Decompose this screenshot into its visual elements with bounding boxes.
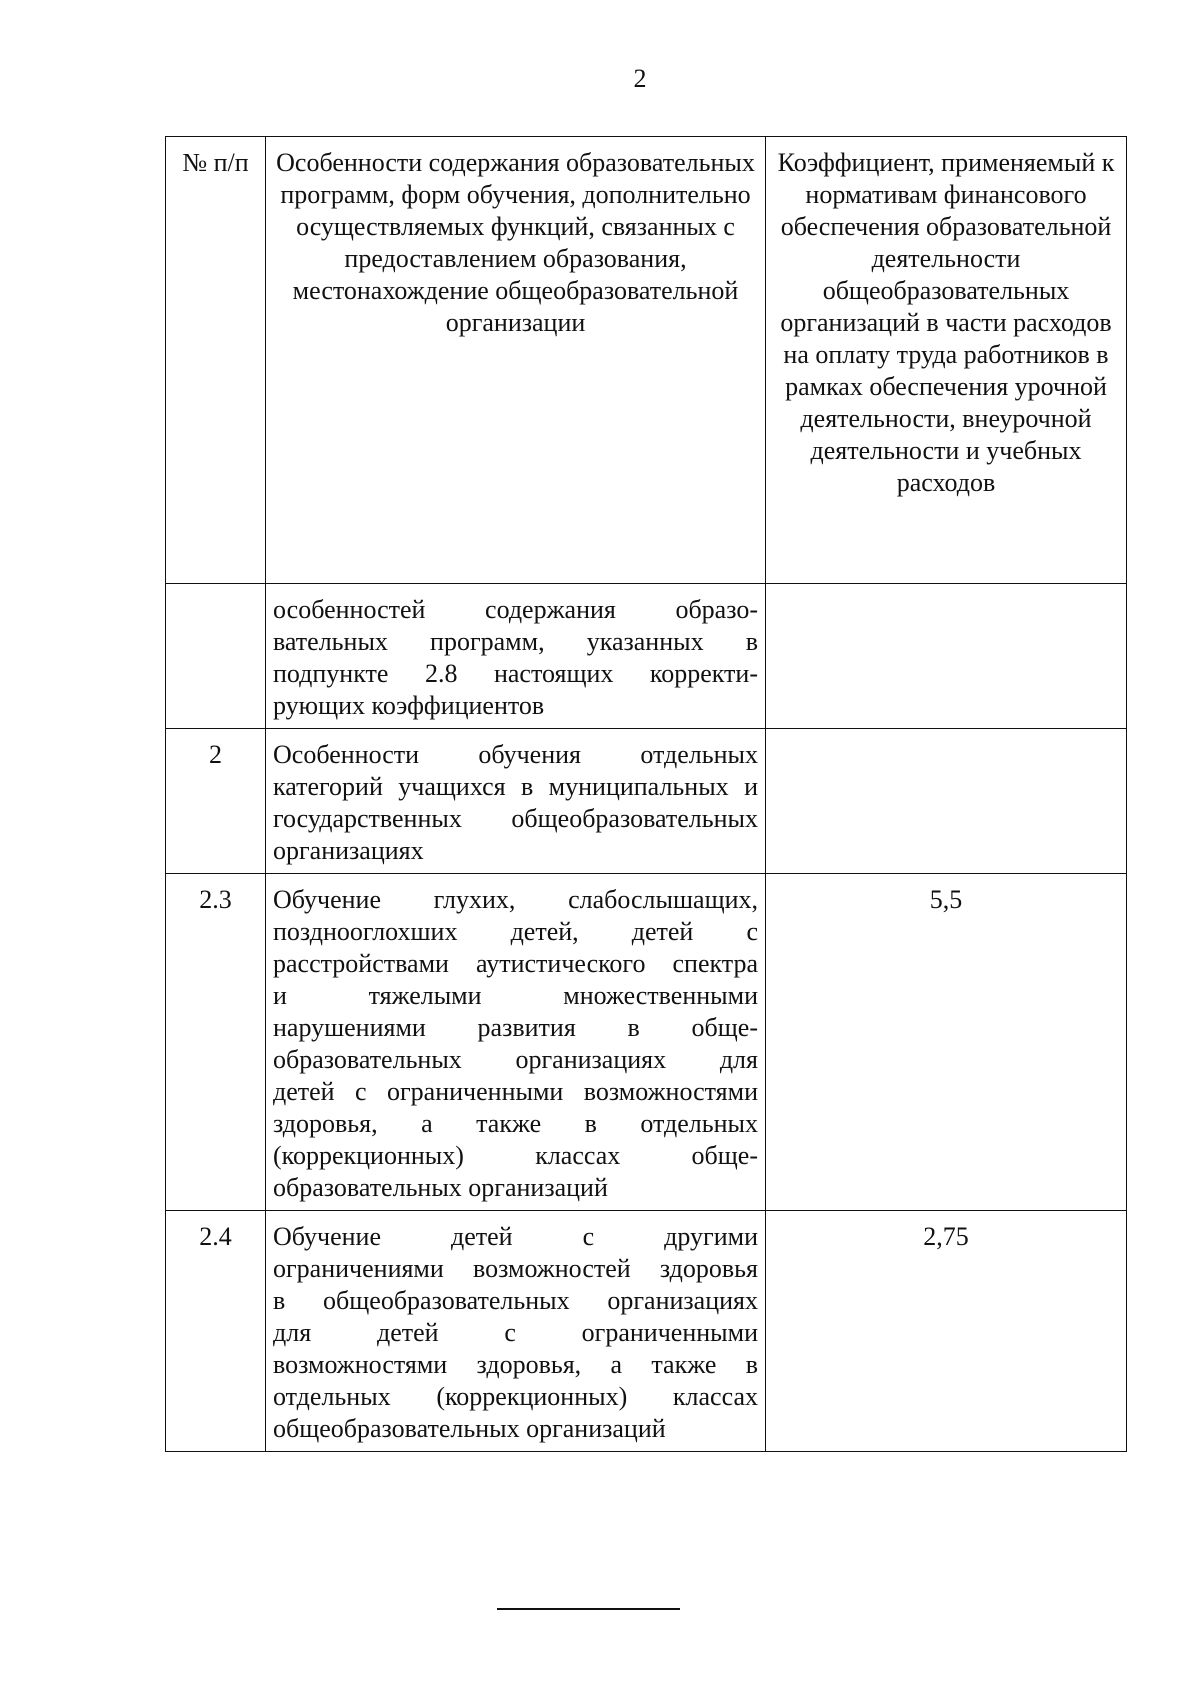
footer-rule <box>497 1608 680 1610</box>
description-line: и тяжелыми множественными <box>273 981 758 1010</box>
description-line: расстройствами аутистического спектра <box>273 949 758 978</box>
header-coefficient-cell: Коэффициент, применяемый к нормативам финансового обеспечения образовательной деятельности общеобразовательных организаций в части расходов на оплату труда работников в рамках обеспечения урочной деятельности, внеурочной деятельности и учебных расходов <box>766 137 1127 584</box>
row-number-cell <box>166 584 266 729</box>
description-line: вательных программ, указанных в <box>273 627 758 656</box>
page-number: 2 <box>633 64 647 93</box>
row-description-cell <box>266 1211 766 1452</box>
row-number-cell: 2.4 <box>166 1211 266 1452</box>
description-line: отдельных (коррекционных) классах <box>273 1382 758 1411</box>
row-coefficient-cell <box>766 584 1127 729</box>
row-coefficient-cell: 5,5 <box>766 874 1127 1211</box>
description-line: Особенности обучения отдельных <box>273 740 758 769</box>
description-line: организациях <box>273 836 424 865</box>
description-line: ограничениями возможностей здоровья <box>273 1254 758 1283</box>
description-line: здоровья, а также в отдельных <box>273 1109 758 1138</box>
description-line: подпункте 2.8 настоящих корректи- <box>273 659 758 688</box>
description-line: в общеобразовательных организациях <box>273 1286 758 1315</box>
row-number-cell: 2 <box>166 729 266 874</box>
description-line: позднооглохших детей, детей с <box>273 917 758 946</box>
description-line: детей с ограниченными возможностями <box>273 1077 758 1106</box>
description-line: для детей с ограниченными <box>273 1318 758 1347</box>
row-coefficient-cell <box>766 729 1127 874</box>
row-coefficient-cell: 2,75 <box>766 1211 1127 1452</box>
table-row <box>166 874 1127 1211</box>
table-header-row <box>166 137 1127 584</box>
row-description-cell <box>266 874 766 1211</box>
table-row <box>166 729 1127 874</box>
description-line: государственных общеобразовательных <box>273 804 758 833</box>
table-row <box>166 584 1127 729</box>
description-line: образовательных организаций <box>273 1173 608 1202</box>
header-description-cell: Особенности содержания образовательных программ, форм обучения, дополнительно осуществляемых функций, связанных с предоставлением образования, местонахождение общеобразовательной организации <box>266 137 766 584</box>
description-line: возможностями здоровья, а также в <box>273 1350 758 1379</box>
description-line: общеобразовательных организаций <box>273 1414 666 1443</box>
table-row <box>166 1211 1127 1452</box>
description-line: образовательных организациях для <box>273 1045 758 1074</box>
coefficients-table <box>165 136 1127 1452</box>
description-line: рующих коэффициентов <box>273 691 545 720</box>
description-line: особенностей содержания образо- <box>273 595 758 624</box>
description-line: (коррекционных) классах обще- <box>273 1141 758 1170</box>
header-number-cell: № п/п <box>166 137 266 584</box>
description-line: Обучение глухих, слабослышащих, <box>273 885 758 914</box>
row-description-cell <box>266 584 766 729</box>
description-line: категорий учащихся в муниципальных и <box>273 772 758 801</box>
description-line: Обучение детей с другими <box>273 1222 758 1251</box>
row-description-cell <box>266 729 766 874</box>
description-line: нарушениями развития в обще- <box>273 1013 758 1042</box>
row-number-cell: 2.3 <box>166 874 266 1211</box>
